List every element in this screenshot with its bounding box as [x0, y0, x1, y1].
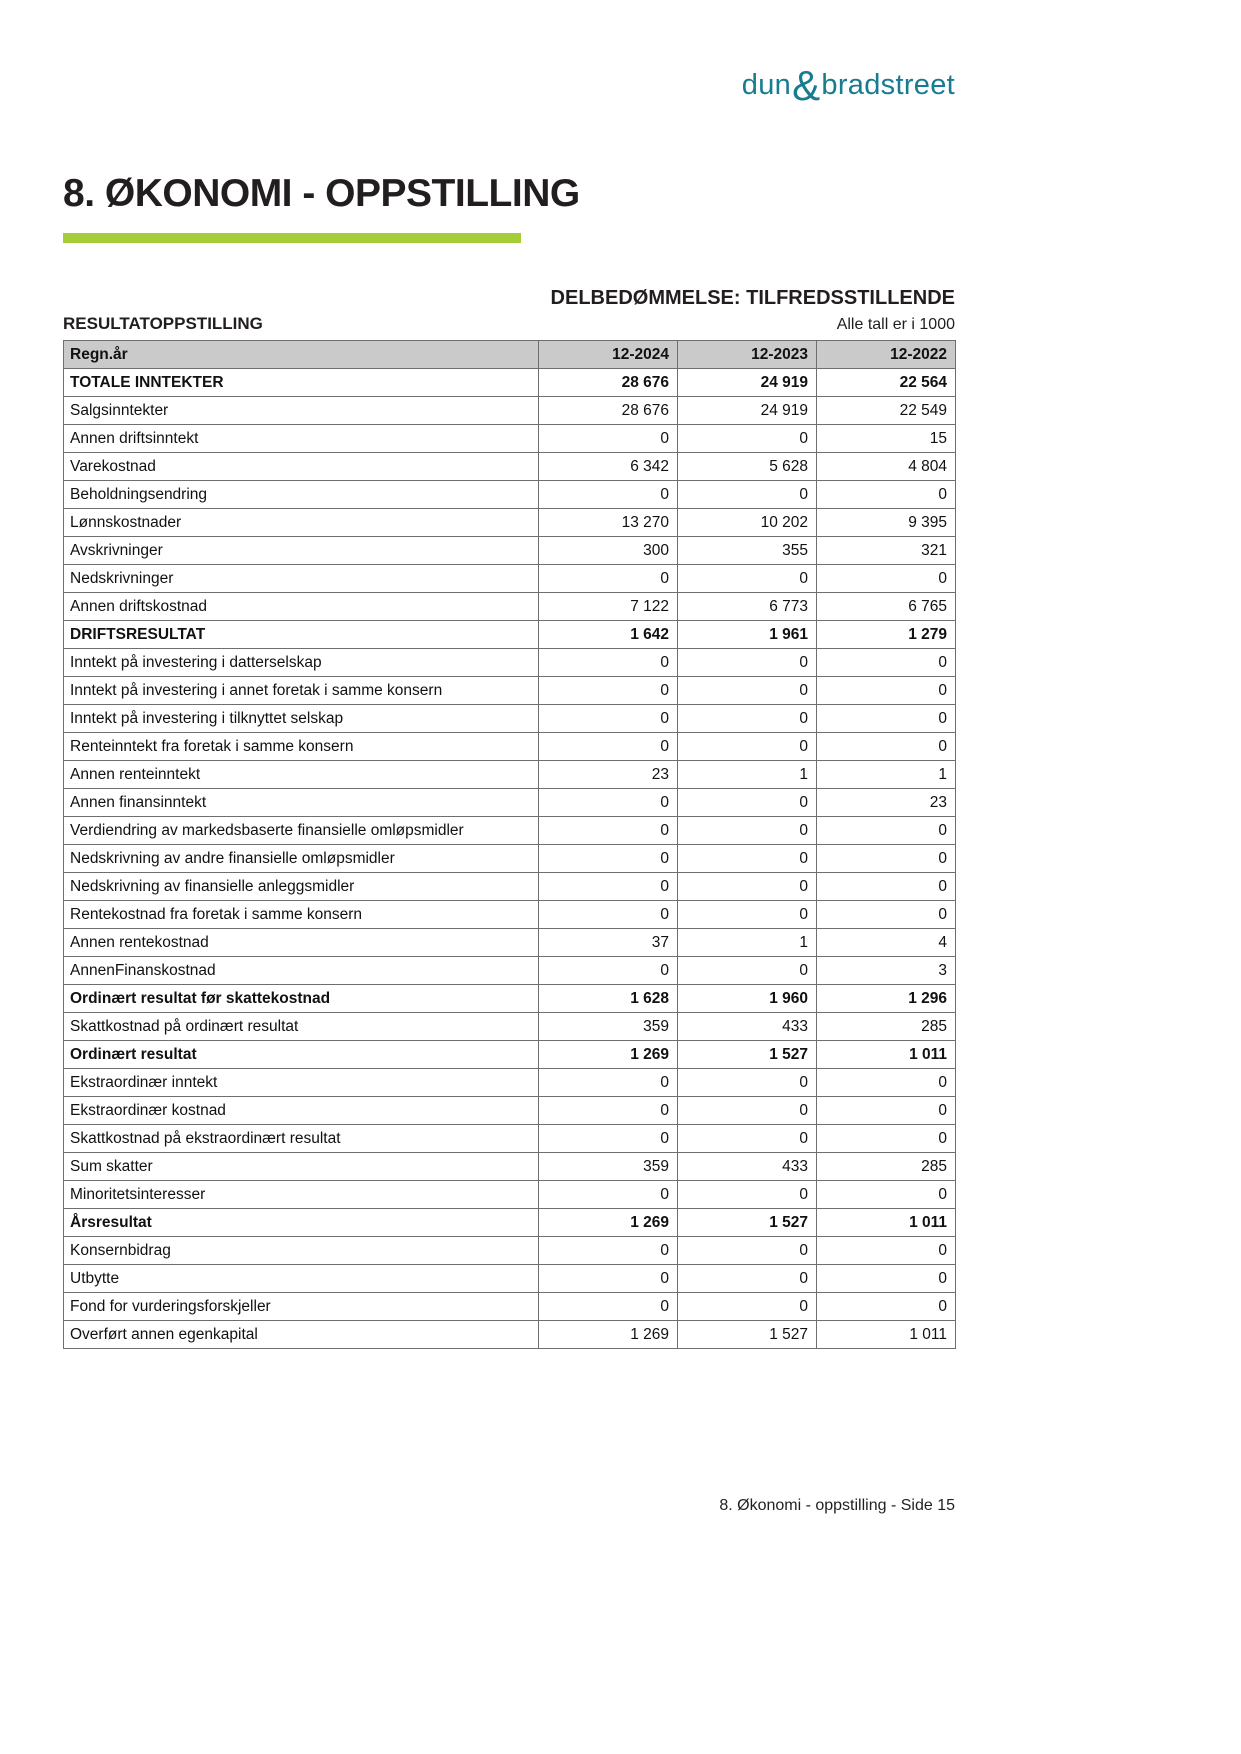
row-value: 0 — [678, 677, 817, 705]
row-value: 1 961 — [678, 621, 817, 649]
row-label: Inntekt på investering i tilknyttet selskap — [64, 705, 539, 733]
row-value: 285 — [817, 1013, 956, 1041]
row-value: 0 — [539, 705, 678, 733]
row-label: Annen driftskostnad — [64, 593, 539, 621]
row-value: 0 — [678, 565, 817, 593]
table-row — [64, 1209, 956, 1237]
row-value: 1 269 — [539, 1209, 678, 1237]
row-value: 0 — [539, 1069, 678, 1097]
row-label: Varekostnad — [64, 453, 539, 481]
result-statement-table — [63, 340, 956, 1349]
table-row — [64, 565, 956, 593]
table-row — [64, 677, 956, 705]
table-row — [64, 649, 956, 677]
row-value: 0 — [539, 901, 678, 929]
row-value: 0 — [678, 1097, 817, 1125]
row-value: 1 296 — [817, 985, 956, 1013]
row-value: 0 — [817, 1293, 956, 1321]
row-value: 0 — [539, 873, 678, 901]
row-label: DRIFTSRESULTAT — [64, 621, 539, 649]
row-value: 321 — [817, 537, 956, 565]
row-value: 0 — [539, 1125, 678, 1153]
row-value: 0 — [539, 789, 678, 817]
row-value: 4 — [817, 929, 956, 957]
header-row — [63, 0, 955, 110]
table-row — [64, 1293, 956, 1321]
table-row — [64, 593, 956, 621]
row-value: 0 — [678, 705, 817, 733]
row-value: 1 269 — [539, 1041, 678, 1069]
row-value: 0 — [678, 481, 817, 509]
row-value: 0 — [678, 733, 817, 761]
row-label: Lønnskostnader — [64, 509, 539, 537]
table-row — [64, 481, 956, 509]
row-value: 0 — [539, 1265, 678, 1293]
row-value: 0 — [817, 733, 956, 761]
table-row — [64, 1097, 956, 1125]
row-value: 0 — [678, 1293, 817, 1321]
row-value: 28 676 — [539, 397, 678, 425]
column-header-12-2022: 12-2022 — [817, 341, 956, 369]
table-header-row — [64, 341, 956, 369]
row-label: Skattkostnad på ekstraordinært resultat — [64, 1125, 539, 1153]
table-row — [64, 537, 956, 565]
row-label: Avskrivninger — [64, 537, 539, 565]
row-value: 0 — [817, 1237, 956, 1265]
row-label: Overført annen egenkapital — [64, 1321, 539, 1349]
row-value: 0 — [817, 481, 956, 509]
row-label: AnnenFinanskostnad — [64, 957, 539, 985]
row-label: Annen finansinntekt — [64, 789, 539, 817]
row-value: 23 — [817, 789, 956, 817]
row-value: 0 — [817, 817, 956, 845]
row-value: 0 — [678, 1181, 817, 1209]
row-value: 0 — [817, 677, 956, 705]
row-label: Verdiendring av markedsbaserte finansielle omløpsmidler — [64, 817, 539, 845]
row-value: 0 — [817, 1181, 956, 1209]
row-label: Salgsinntekter — [64, 397, 539, 425]
row-label: Inntekt på investering i annet foretak i samme konsern — [64, 677, 539, 705]
table-row — [64, 1181, 956, 1209]
row-label: Ordinært resultat — [64, 1041, 539, 1069]
row-value: 300 — [539, 537, 678, 565]
column-header-12-2024: 12-2024 — [539, 341, 678, 369]
row-value: 0 — [817, 1125, 956, 1153]
row-label: Ekstraordinær inntekt — [64, 1069, 539, 1097]
row-value: 1 527 — [678, 1321, 817, 1349]
row-value: 0 — [539, 957, 678, 985]
row-value: 15 — [817, 425, 956, 453]
row-value: 0 — [678, 957, 817, 985]
title-accent-bar — [63, 233, 521, 243]
row-value: 433 — [678, 1153, 817, 1181]
row-value: 0 — [678, 1069, 817, 1097]
row-value: 1 628 — [539, 985, 678, 1013]
table-caption: RESULTATOPPSTILLING — [63, 314, 263, 333]
row-value: 10 202 — [678, 509, 817, 537]
table-row — [64, 985, 956, 1013]
row-label: Nedskrivning av andre finansielle omløpsmidler — [64, 845, 539, 873]
table-row — [64, 789, 956, 817]
table-row — [64, 1041, 956, 1069]
row-value: 0 — [678, 789, 817, 817]
row-label: Ekstraordinær kostnad — [64, 1097, 539, 1125]
row-value: 0 — [678, 1237, 817, 1265]
row-label: Utbytte — [64, 1265, 539, 1293]
row-value: 0 — [817, 1265, 956, 1293]
row-value: 22 564 — [817, 369, 956, 397]
row-value: 0 — [817, 845, 956, 873]
row-value: 0 — [539, 817, 678, 845]
row-value: 0 — [678, 425, 817, 453]
table-row — [64, 761, 956, 789]
row-label: Annen rentekostnad — [64, 929, 539, 957]
row-label: Beholdningsendring — [64, 481, 539, 509]
row-value: 0 — [817, 649, 956, 677]
table-row — [64, 397, 956, 425]
row-value: 0 — [539, 1097, 678, 1125]
table-row — [64, 1265, 956, 1293]
row-value: 0 — [539, 425, 678, 453]
row-value: 1 960 — [678, 985, 817, 1013]
row-value: 6 773 — [678, 593, 817, 621]
row-value: 433 — [678, 1013, 817, 1041]
row-value: 6 342 — [539, 453, 678, 481]
table-row — [64, 873, 956, 901]
row-value: 1 642 — [539, 621, 678, 649]
table-row — [64, 509, 956, 537]
row-label: Renteinntekt fra foretak i samme konsern — [64, 733, 539, 761]
logo-ampersand-icon: & — [792, 62, 821, 110]
table-row — [64, 1153, 956, 1181]
row-value: 1 011 — [817, 1321, 956, 1349]
table-row — [64, 1321, 956, 1349]
row-label: Nedskrivning av finansielle anleggsmidler — [64, 873, 539, 901]
row-value: 0 — [539, 677, 678, 705]
row-value: 24 919 — [678, 369, 817, 397]
logo-text-bradstreet: bradstreet — [821, 69, 955, 102]
row-value: 1 011 — [817, 1209, 956, 1237]
row-value: 0 — [678, 1125, 817, 1153]
row-value: 0 — [678, 845, 817, 873]
row-value: 0 — [678, 649, 817, 677]
row-label: Inntekt på investering i datterselskap — [64, 649, 539, 677]
row-label: Skattkostnad på ordinært resultat — [64, 1013, 539, 1041]
table-row — [64, 845, 956, 873]
row-value: 0 — [817, 565, 956, 593]
table-row — [64, 425, 956, 453]
row-value: 0 — [817, 873, 956, 901]
table-row — [64, 817, 956, 845]
row-value: 0 — [539, 733, 678, 761]
row-value: 13 270 — [539, 509, 678, 537]
table-row — [64, 901, 956, 929]
row-label: Annen driftsinntekt — [64, 425, 539, 453]
row-label: Rentekostnad fra foretak i samme konsern — [64, 901, 539, 929]
row-value: 1 011 — [817, 1041, 956, 1069]
table-row — [64, 733, 956, 761]
row-value: 359 — [539, 1013, 678, 1041]
row-value: 28 676 — [539, 369, 678, 397]
table-row — [64, 1125, 956, 1153]
row-label: Konsernbidrag — [64, 1237, 539, 1265]
row-value: 1 — [678, 929, 817, 957]
row-value: 1 269 — [539, 1321, 678, 1349]
row-value: 0 — [817, 901, 956, 929]
table-caption-row — [63, 314, 955, 334]
table-body — [64, 369, 956, 1349]
table-row — [64, 957, 956, 985]
row-value: 1 279 — [817, 621, 956, 649]
table-row — [64, 369, 956, 397]
row-value: 0 — [539, 1181, 678, 1209]
dun-bradstreet-logo — [741, 62, 955, 110]
row-value: 6 765 — [817, 593, 956, 621]
page-content — [63, 0, 955, 1349]
row-value: 1 527 — [678, 1209, 817, 1237]
row-value: 0 — [539, 1293, 678, 1321]
row-value: 9 395 — [817, 509, 956, 537]
page-title: 8. ØKONOMI - OPPSTILLING — [63, 172, 580, 215]
row-label: Sum skatter — [64, 1153, 539, 1181]
row-value: 0 — [817, 705, 956, 733]
table-row — [64, 1013, 956, 1041]
row-value: 5 628 — [678, 453, 817, 481]
logo-text-dun: dun — [741, 69, 792, 102]
column-header-regnar: Regn.år — [64, 341, 539, 369]
row-value: 7 122 — [539, 593, 678, 621]
row-label: Annen renteinntekt — [64, 761, 539, 789]
row-label: Minoritetsinteresser — [64, 1181, 539, 1209]
row-value: 0 — [678, 901, 817, 929]
table-row — [64, 1237, 956, 1265]
row-label: Nedskrivninger — [64, 565, 539, 593]
row-label: TOTALE INNTEKTER — [64, 369, 539, 397]
row-value: 355 — [678, 537, 817, 565]
row-value: 0 — [678, 817, 817, 845]
table-row — [64, 621, 956, 649]
row-value: 0 — [539, 649, 678, 677]
row-value: 0 — [817, 1097, 956, 1125]
row-value: 4 804 — [817, 453, 956, 481]
row-value: 0 — [678, 1265, 817, 1293]
row-value: 22 549 — [817, 397, 956, 425]
row-label: Årsresultat — [64, 1209, 539, 1237]
row-value: 0 — [817, 1069, 956, 1097]
table-row — [64, 705, 956, 733]
row-value: 37 — [539, 929, 678, 957]
page-footer: 8. Økonomi - oppstilling - Side 15 — [719, 1497, 955, 1514]
row-value: 1 527 — [678, 1041, 817, 1069]
row-value: 285 — [817, 1153, 956, 1181]
table-row — [64, 453, 956, 481]
row-value: 0 — [539, 481, 678, 509]
table-row — [64, 1069, 956, 1097]
row-label: Ordinært resultat før skattekostnad — [64, 985, 539, 1013]
row-value: 23 — [539, 761, 678, 789]
units-note: Alle tall er i 1000 — [836, 316, 955, 333]
assessment-heading: DELBEDØMMELSE: TILFREDSSTILLENDE — [550, 287, 955, 309]
row-value: 1 — [678, 761, 817, 789]
row-value: 3 — [817, 957, 956, 985]
row-value: 0 — [539, 1237, 678, 1265]
row-label: Fond for vurderingsforskjeller — [64, 1293, 539, 1321]
row-value: 1 — [817, 761, 956, 789]
row-value: 24 919 — [678, 397, 817, 425]
column-header-12-2023: 12-2023 — [678, 341, 817, 369]
table-row — [64, 929, 956, 957]
row-value: 359 — [539, 1153, 678, 1181]
row-value: 0 — [539, 845, 678, 873]
row-value: 0 — [539, 565, 678, 593]
row-value: 0 — [678, 873, 817, 901]
